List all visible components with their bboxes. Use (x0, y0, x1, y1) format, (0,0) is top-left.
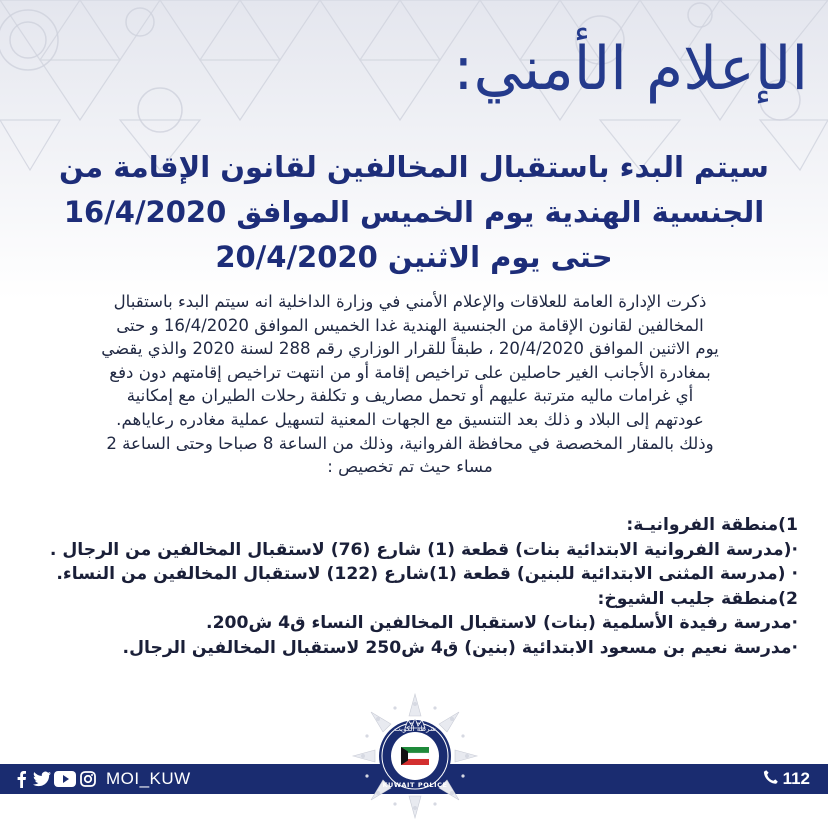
body-line: المخالفين لقانون الإقامة من الجنسية الهندية غدا الخميس الموافق 16/4/2020 و حتى (116, 315, 704, 335)
facebook-icon[interactable] (12, 770, 30, 788)
page-title: الإعلام الأمني: (453, 34, 808, 104)
body-line: أي غرامات ماليه مترتبة عليهم أو تحمل مصاريف و تكلفة رحلات الطيران مع إمكانية (126, 386, 694, 406)
body-line: عودتهم إلى البلاد و ذلك بعد التنسيق مع الجهات المعنية لتسهيل عملية مغادره رعاياهم. (116, 409, 704, 429)
list-item: ·(مدرسة الفروانية الابتدائية بنات) قطعة (1) شارع (76) لاستقبال المخالفين من الرجال . (49, 539, 798, 560)
twitter-icon[interactable] (33, 770, 51, 788)
phone-icon (763, 769, 779, 790)
social-handle[interactable]: MOI_KUW (106, 769, 191, 788)
emblem-arabic-text: شرطة الكويت (394, 725, 436, 733)
emblem-english-text: KUWAIT POLICE (382, 781, 448, 789)
body-line: يوم الاثنين الموافق 20/4/2020 ، طبقاً للقرار الوزاري رقم 288 لسنة 2020 والذي يقضي (101, 339, 719, 359)
headline-line: الجنسية الهندية يوم الخميس الموافق 16/4/2020 (63, 195, 765, 229)
locations-list (18, 513, 798, 661)
area-heading: 1)منطقة الفروانيـة: (626, 515, 798, 535)
hotline[interactable] (763, 764, 810, 794)
area-heading: 2)منطقة جليب الشيوخ: (597, 588, 798, 609)
body-line: بمغادرة الأجانب الغير حاصلين على تراخيص إقامة أو من انتهت تراخيص إقامتهم دون دفع (109, 362, 711, 382)
list-item: ·مدرسة نعيم بن مسعود الابتدائية (بنين) ق4 ش250 لاستقبال المخالفين الرجال. (122, 637, 798, 658)
body-line: مساء حيث تم تخصيص : (327, 457, 493, 477)
kuwait-police-emblem (346, 690, 484, 820)
body-paragraph (30, 290, 790, 479)
phone-number: 112 (782, 769, 810, 788)
instagram-icon[interactable] (79, 770, 97, 788)
social-links (12, 764, 191, 794)
body-line: وذلك بالمقار المخصصة في محافظة الفروانية، وذلك من الساعة 8 صباحا وحتى الساعة 2 (106, 433, 714, 453)
youtube-icon[interactable] (54, 770, 76, 788)
headline (24, 145, 804, 280)
headline-line: حتى يوم الاثنين 20/4/2020 (215, 240, 613, 274)
body-line: ذكرت الإدارة العامة للعلاقات والإعلام الأمني في وزارة الداخلية انه سيتم البدء باستقبال (113, 292, 707, 311)
headline-line: سيتم البدء باستقبال المخالفين لقانون الإقامة من (59, 150, 769, 184)
list-item: · (مدرسة المثنى الابتدائية للبنين) قطعة (1)شارع (122) لاستقبال المخالفين من النساء. (56, 564, 798, 585)
list-item: ·مدرسة رفيدة الأسلمية (بنات) لاستقبال المخالفين النساء ق4 ش200. (206, 613, 798, 634)
